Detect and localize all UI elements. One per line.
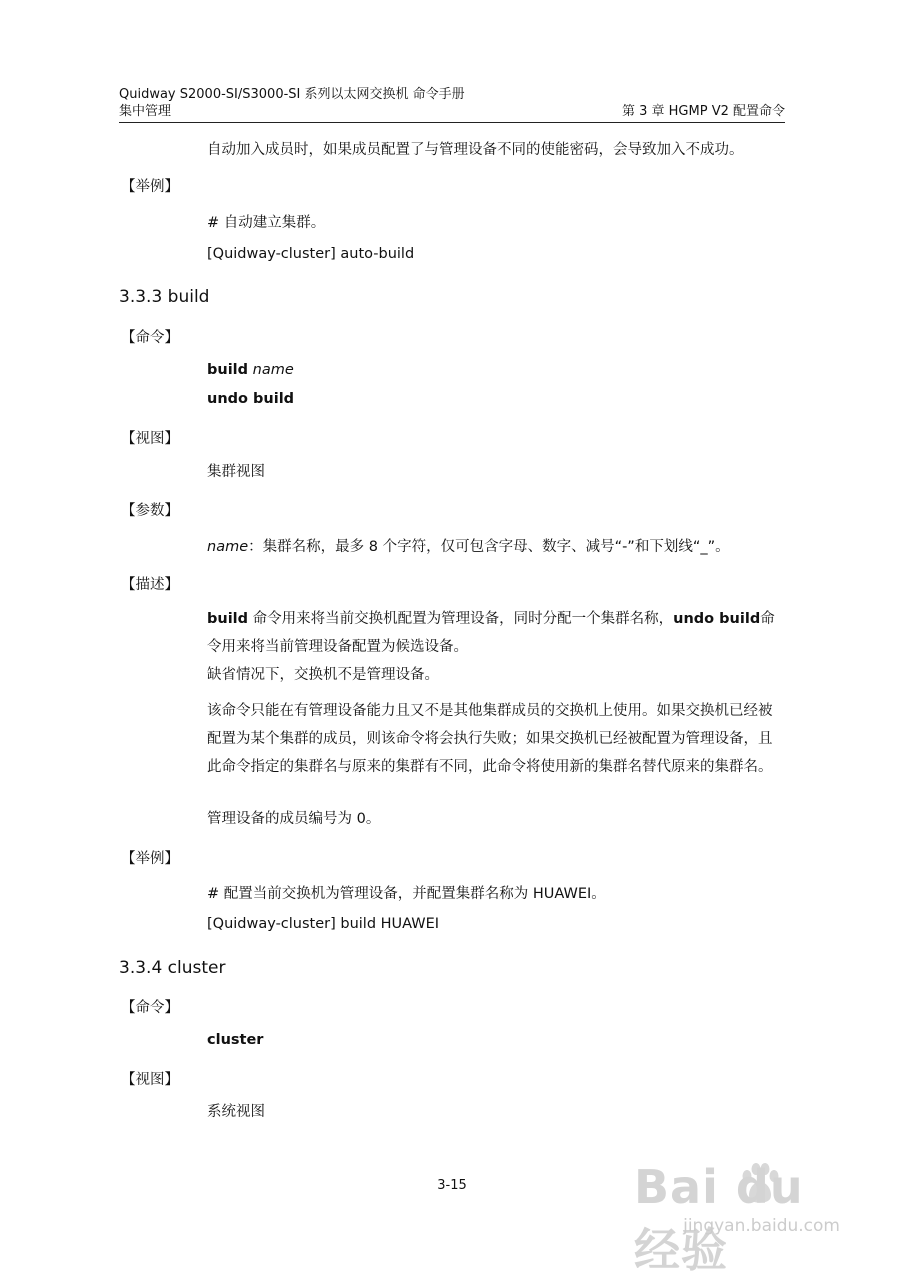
command-build: [207, 360, 294, 380]
command-argument: name: [252, 362, 294, 378]
watermark: [634, 1160, 844, 1277]
view-text: 系统视图: [207, 1104, 265, 1120]
view-label: 【视图】: [121, 1072, 179, 1088]
section-title-build: 3.3.3 build: [119, 287, 210, 307]
command-cluster: [207, 1030, 263, 1050]
command-label: 【命令】: [121, 1000, 179, 1016]
param-label: 【参数】: [121, 503, 179, 519]
header-row: [119, 104, 785, 120]
example-label: 【举例】: [121, 851, 179, 867]
example-comment: # 自动建立集群。: [207, 215, 326, 231]
view-text: 集群视图: [207, 464, 265, 480]
desc-text: 命令用来将当前交换机配置为管理设备，同时分配一个集群名称，: [248, 611, 674, 627]
param-name: name: [207, 539, 249, 555]
description-para-1: [207, 605, 785, 661]
example-command: [Quidway-cluster] auto-build: [207, 246, 415, 262]
desc-keyword: undo build: [673, 611, 761, 627]
example-label: 【举例】: [121, 179, 179, 195]
header-chapter: 第 3 章 HGMP V2 配置命令: [621, 104, 785, 119]
header-title: Quidway S2000-SI/S3000-SI 系列以太网交换机 命令手册: [119, 87, 465, 102]
param-text: [207, 537, 730, 557]
description-para-2: 缺省情况下，交换机不是管理设备。: [207, 667, 439, 683]
view-label: 【视图】: [121, 431, 179, 447]
page-number: 3-15: [437, 1178, 467, 1193]
command-undo-build: [207, 389, 294, 409]
command-keyword: undo build: [207, 391, 295, 407]
desc-text: 命令用来将当前管理设备配置为候选设备。: [207, 611, 775, 655]
description-label: 【描述】: [121, 577, 179, 593]
header-rule: [119, 122, 785, 123]
intro-line: 自动加入成员时，如果成员配置了与管理设备不同的使能密码，会导致加入不成功。: [207, 142, 744, 158]
desc-keyword: build: [207, 611, 249, 627]
example-command: [Quidway-cluster] build HUAWEI: [207, 916, 440, 932]
section-title-cluster: 3.3.4 cluster: [119, 958, 226, 978]
watermark-url: jingyan.baidu.com: [683, 1216, 840, 1236]
description-para-4: 管理设备的成员编号为 0。: [207, 811, 381, 827]
watermark-brand: Bai du 经验: [634, 1160, 804, 1277]
command-label: 【命令】: [121, 330, 179, 346]
example-comment: # 配置当前交换机为管理设备，并配置集群名称为 HUAWEI。: [207, 886, 606, 902]
description-para-3: 该命令只能在有管理设备能力且又不是其他集群成员的交换机上使用。如果交换机已经被配置为某个集群的成员，则该命令将会执行失败；如果交换机已经被配置为管理设备，且此命令指定的集群名与原来的集群有不同，此命令将使用新的集群名替代原来的集群名。: [207, 703, 773, 775]
param-description: ：集群名称，最多 8 个字符，仅可包含字母、数字、减号“-”和下划线“_”。: [248, 539, 730, 555]
header-section: 集中管理: [119, 104, 172, 119]
command-keyword: build: [207, 362, 249, 378]
command-keyword: cluster: [207, 1032, 264, 1048]
